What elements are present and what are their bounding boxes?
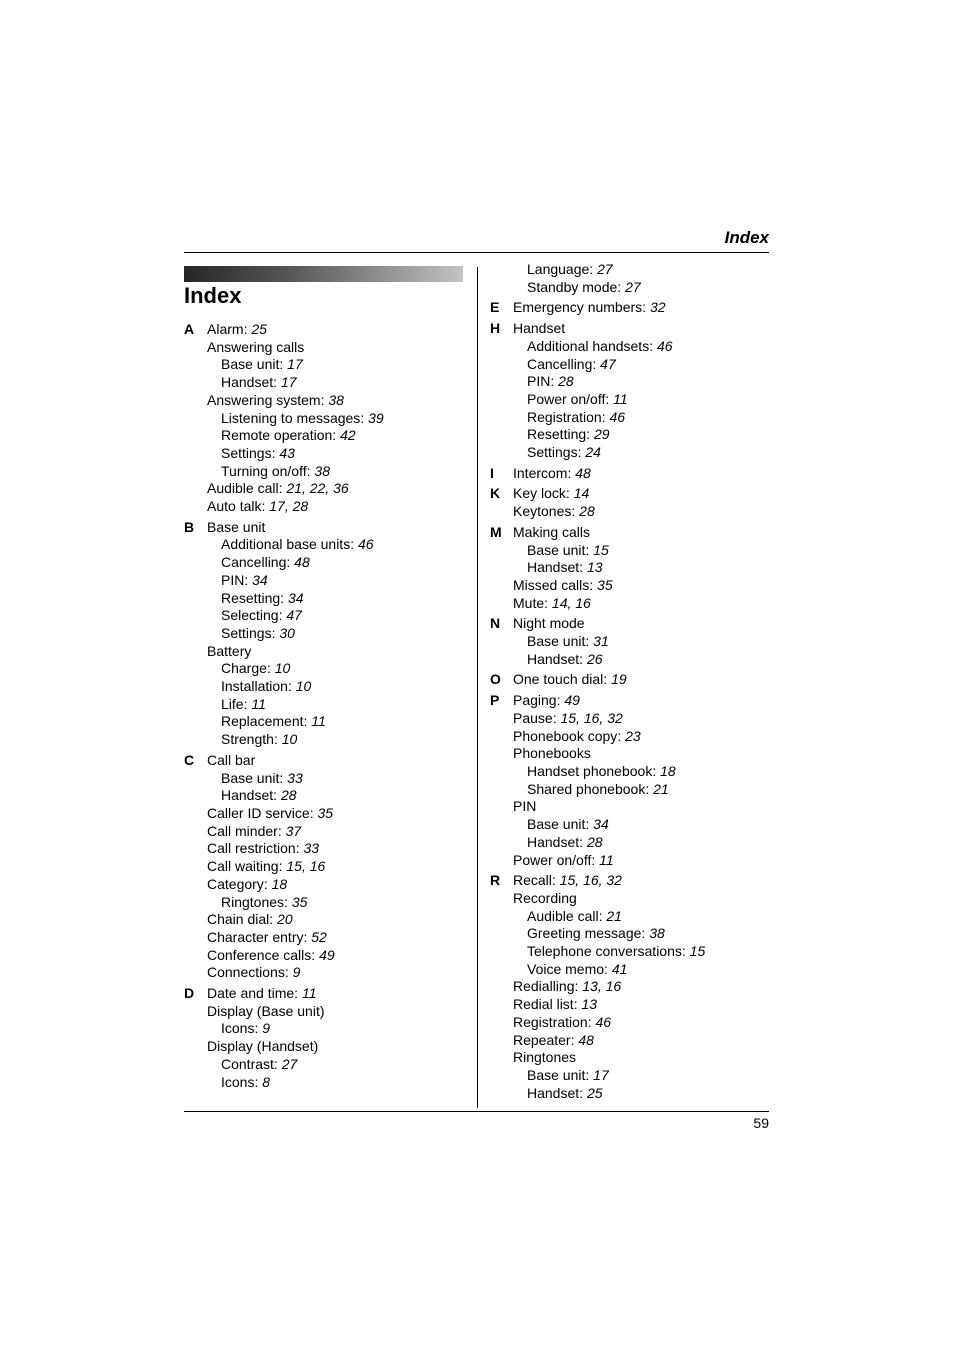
index-subentry: Handset: 26 — [527, 650, 603, 667]
entry-term: Handset — [527, 1084, 580, 1101]
entry-term: Connections — [207, 964, 285, 981]
index-subentry: Additional base units: 46 — [221, 536, 374, 553]
entry-page-refs: 49 — [319, 946, 335, 963]
index-letter-group — [184, 321, 469, 516]
entry-term: Registration — [527, 408, 602, 425]
entry-page-refs: 27 — [281, 1055, 298, 1072]
index-entry: Call restriction: 33 — [207, 840, 320, 857]
entry-term: Emergency numbers — [513, 299, 643, 316]
index-letter: R — [490, 872, 501, 889]
index-letter-group — [490, 465, 775, 483]
index-subentry: PIN: 34 — [221, 571, 268, 588]
index-entry: Alarm: 25 — [207, 321, 267, 337]
entry-page-refs: 39 — [368, 409, 384, 426]
index-subentry: Replacement: 11 — [221, 713, 326, 730]
index-entry: One touch dial: 19 — [513, 671, 627, 688]
entry-page-refs: 52 — [311, 928, 327, 945]
entry-page-refs: 15, 16 — [286, 858, 326, 875]
entry-term: Mute — [513, 594, 545, 611]
entry-term: Handset — [513, 320, 566, 337]
entry-page-refs: 19 — [611, 671, 627, 688]
entry-term: Recall — [513, 872, 552, 889]
entry-term: Pause — [513, 709, 553, 726]
index-column-left — [184, 321, 469, 1094]
index-subentry: Handset: 28 — [221, 787, 297, 804]
index-entry — [184, 643, 469, 661]
index-entry: Missed calls: 35 — [513, 576, 613, 593]
index-subentry: Settings: 24 — [527, 444, 601, 461]
entry-term: Display (Base unit) — [207, 1002, 325, 1019]
entry-page-refs: 10 — [274, 660, 291, 677]
entry-page-refs: 43 — [279, 444, 295, 461]
entry-page-refs: 35 — [291, 893, 308, 910]
entry-page-refs: 34 — [252, 571, 268, 588]
entry-term: Cancelling — [527, 355, 593, 372]
entry-term: Registration — [513, 1013, 588, 1030]
entry-term: Character entry — [207, 928, 304, 945]
entry-term: Display (Handset) — [207, 1038, 319, 1055]
entry-term: Keytones — [513, 503, 572, 520]
entry-term: Cancelling — [221, 554, 287, 571]
entry-page-refs: 38 — [649, 925, 665, 942]
index-subentry: Resetting: 29 — [527, 426, 610, 443]
index-entry: Power on/off: 11 — [513, 851, 614, 868]
entry-term: Replacement — [221, 713, 304, 730]
index-subentry: Remote operation: 42 — [221, 427, 356, 444]
entry-term: Recording — [513, 889, 577, 906]
index-entry: Repeater: 48 — [513, 1031, 594, 1048]
entry-page-refs: 13, 16 — [582, 978, 622, 995]
entry-term: Handset — [221, 374, 274, 391]
page-heading: Index — [184, 283, 242, 308]
index-entry — [490, 745, 775, 763]
entry-page-refs: 38 — [314, 462, 330, 479]
entry-page-refs: 17 — [280, 374, 297, 391]
entry-term: Shared phonebook — [527, 780, 646, 797]
index-entry: Key lock: 14 — [513, 485, 590, 502]
entry-page-refs: 47 — [286, 607, 302, 624]
index-subentry: Base unit: 15 — [527, 541, 609, 558]
entry-page-refs: 38 — [328, 391, 344, 408]
entry-term: Selecting — [221, 607, 279, 624]
entry-page-refs: 8 — [262, 1073, 271, 1090]
index-letter: B — [184, 518, 195, 535]
entry-term: Call restriction — [207, 840, 296, 857]
entry-term: Category — [207, 875, 264, 892]
entry-term: Base unit — [527, 541, 586, 558]
index-entry — [490, 1049, 775, 1067]
index-entry — [490, 798, 775, 816]
entry-term: Icons — [221, 1020, 255, 1037]
entry-page-refs: 13 — [586, 559, 603, 576]
index-letter-group — [490, 485, 775, 520]
index-entry: Registration: 46 — [513, 1013, 612, 1030]
index-entry: Mute: 14, 16 — [513, 594, 591, 611]
entry-page-refs: 41 — [611, 960, 628, 977]
index-entry — [184, 519, 469, 537]
index-entry: Recall: 15, 16, 32 — [513, 872, 622, 889]
index-entry: Call minder: 37 — [207, 822, 302, 839]
entry-page-refs: 18 — [660, 762, 676, 779]
index-letter-group — [490, 692, 775, 869]
index-subentry: Base unit: 17 — [527, 1066, 609, 1083]
entry-term: Remote operation — [221, 427, 333, 444]
entry-page-refs: 47 — [600, 355, 616, 372]
entry-term: Base unit — [221, 356, 280, 373]
entry-page-refs: 10 — [295, 678, 312, 695]
running-header-title: Index — [724, 228, 769, 247]
index-subentry: Registration: 46 — [527, 408, 626, 425]
index-entry — [184, 752, 469, 770]
index-entry — [490, 524, 775, 542]
entry-term: One touch dial — [513, 671, 604, 688]
entry-term: Base unit — [527, 633, 586, 650]
entry-term: Handset — [527, 833, 580, 850]
index-subentry: Handset phonebook: 18 — [527, 762, 676, 779]
entry-term: Additional base units — [221, 536, 351, 553]
entry-page-refs: 34 — [287, 589, 304, 606]
index-entry: Date and time: 11 — [207, 985, 317, 1002]
index-entry: Caller ID service: 35 — [207, 804, 334, 821]
entry-term: Missed calls — [513, 576, 590, 593]
entry-page-refs: 15, 16, 32 — [560, 709, 623, 726]
header-rule — [184, 252, 769, 253]
entry-page-refs: 9 — [262, 1020, 271, 1037]
index-subentry: Settings: 30 — [221, 624, 295, 641]
entry-term: Redialling — [513, 978, 575, 995]
index-letter-group — [490, 299, 775, 317]
index-subentry: Contrast: 27 — [221, 1055, 298, 1072]
entry-term: Power on/off — [527, 390, 606, 407]
index-entry: Phonebook copy: 23 — [513, 727, 641, 744]
entry-term: Power on/off — [513, 851, 592, 868]
entry-page-refs: 28 — [579, 503, 595, 520]
index-letter-group — [490, 320, 775, 462]
index-letter-group — [490, 524, 775, 613]
index-entry: Paging: 49 — [513, 692, 580, 709]
index-letter-group — [184, 985, 469, 1091]
index-subentry: Cancelling: 48 — [221, 554, 310, 571]
entry-page-refs: 11 — [599, 851, 614, 868]
index-entry: Redialling: 13, 16 — [513, 978, 622, 995]
entry-page-refs: 48 — [575, 464, 591, 481]
entry-term: Auto talk — [207, 498, 262, 515]
entry-page-refs: 11 — [301, 985, 317, 1002]
entry-term: Settings — [527, 444, 578, 461]
entry-term: Installation — [221, 678, 288, 695]
index-entry — [184, 339, 469, 357]
index-entry: Audible call: 21, 22, 36 — [207, 480, 349, 497]
entry-page-refs: 18 — [271, 875, 288, 892]
index-letter-group — [490, 615, 775, 668]
index-column-right — [490, 261, 775, 1105]
entry-term: Settings — [221, 444, 272, 461]
index-subentry: PIN: 28 — [527, 373, 574, 390]
index-letter-group — [184, 752, 469, 982]
entry-term: Greeting message — [527, 925, 642, 942]
entry-term: Strength — [221, 731, 274, 748]
entry-page-refs: 24 — [585, 444, 601, 461]
index-letter: O — [490, 671, 501, 688]
entry-term: Turning on/off — [221, 462, 307, 479]
index-entry: Redial list: 13 — [513, 996, 598, 1013]
entry-term: PIN — [221, 571, 245, 588]
entry-term: Handset — [527, 650, 580, 667]
index-letter: K — [490, 485, 501, 502]
entry-term: Ringtones — [221, 893, 285, 910]
index-subentry: Voice memo: 41 — [527, 960, 628, 977]
index-entry: Conference calls: 49 — [207, 946, 335, 963]
page-number: 59 — [753, 1115, 769, 1131]
entry-page-refs: 21 — [606, 907, 622, 924]
index-subentry: Installation: 10 — [221, 678, 312, 695]
entry-page-refs: 11 — [613, 390, 628, 407]
entry-term: Call minder — [207, 822, 278, 839]
index-letter: E — [490, 299, 500, 316]
entry-page-refs: 17 — [287, 356, 303, 373]
entry-page-refs: 46 — [595, 1013, 612, 1030]
footer-rule — [184, 1111, 769, 1112]
entry-term: Voice memo — [527, 960, 605, 977]
index-subentry: Icons: 9 — [221, 1020, 271, 1037]
entry-term: Date and time — [207, 985, 295, 1002]
index-subentry: Base unit: 33 — [221, 769, 303, 786]
entry-page-refs: 25 — [586, 1084, 603, 1101]
entry-page-refs: 15, 16, 32 — [559, 872, 622, 889]
index-subentry: Standby mode: 27 — [527, 278, 641, 295]
index-entry: Answering system: 38 — [207, 391, 344, 408]
heading-gradient-bar — [184, 266, 463, 282]
index-subentry: Greeting message: 38 — [527, 925, 665, 942]
entry-term: Alarm — [207, 321, 244, 337]
entry-term: Repeater — [513, 1031, 571, 1048]
index-entry: Emergency numbers: 32 — [513, 299, 666, 316]
entry-term: Call waiting — [207, 858, 279, 875]
index-entry — [490, 890, 775, 908]
entry-term: Handset — [527, 559, 580, 576]
index-subentry: Handset: 13 — [527, 559, 603, 576]
entry-page-refs: 28 — [586, 833, 603, 850]
entry-term: Paging — [513, 692, 557, 709]
entry-term: Standby mode — [527, 278, 618, 295]
entry-page-refs: 30 — [279, 624, 295, 641]
index-letter-group — [490, 872, 775, 1102]
entry-term: Contrast — [221, 1055, 274, 1072]
entry-page-refs: 9 — [292, 964, 301, 981]
index-subentry: Charge: 10 — [221, 660, 291, 677]
entry-page-refs: 28 — [558, 373, 574, 390]
index-subentry: Strength: 10 — [221, 731, 298, 748]
index-subentry: Cancelling: 47 — [527, 355, 616, 372]
entry-term: Answering system — [207, 391, 321, 408]
entry-term: Telephone conversations — [527, 943, 682, 960]
entry-page-refs: 15 — [593, 541, 609, 558]
index-letter: D — [184, 985, 195, 1002]
entry-term: Conference calls — [207, 946, 312, 963]
entry-page-refs: 10 — [281, 731, 298, 748]
index-subentry: Selecting: 47 — [221, 607, 302, 624]
index-subentry: Icons: 8 — [221, 1073, 271, 1090]
entry-term: Settings — [221, 624, 272, 641]
entry-term: Base unit — [527, 1066, 586, 1083]
index-letter: M — [490, 523, 502, 540]
entry-term: Icons — [221, 1073, 255, 1090]
index-subentry: Listening to messages: 39 — [221, 409, 384, 426]
entry-term: Night mode — [513, 615, 585, 632]
index-subentry: Resetting: 34 — [221, 589, 304, 606]
entry-term: Base unit — [207, 518, 266, 535]
entry-page-refs: 35 — [597, 576, 613, 593]
entry-page-refs: 46 — [609, 408, 626, 425]
entry-page-refs: 11 — [251, 695, 266, 712]
index-letter: N — [490, 615, 501, 632]
entry-term: Charge — [221, 660, 267, 677]
index-entry: Call waiting: 15, 16 — [207, 858, 326, 875]
index-entry: Character entry: 52 — [207, 928, 327, 945]
index-entry — [490, 320, 775, 338]
entry-term: Intercom — [513, 464, 568, 481]
entry-page-refs: 23 — [625, 727, 641, 744]
index-subentry: Handset: 17 — [221, 374, 297, 391]
index-letter-group — [184, 519, 469, 749]
entry-term: Base unit — [221, 769, 280, 786]
entry-page-refs: 13 — [581, 996, 598, 1013]
column-divider — [477, 267, 478, 1108]
entry-page-refs: 17, 28 — [269, 498, 309, 515]
entry-page-refs: 32 — [649, 299, 666, 316]
index-entry: Keytones: 28 — [513, 503, 595, 520]
index-subentry: Base unit: 34 — [527, 816, 609, 833]
entry-term: Redial list — [513, 996, 574, 1013]
index-subentry: Ringtones: 35 — [221, 893, 308, 910]
entry-page-refs: 31 — [593, 633, 609, 650]
index-subentry: Handset: 25 — [527, 1084, 603, 1101]
index-entry: Auto talk: 17, 28 — [207, 498, 309, 515]
entry-term: Language — [527, 261, 590, 277]
entry-page-refs: 15 — [689, 943, 706, 960]
index-entry: Chain dial: 20 — [207, 911, 293, 928]
entry-term: Making calls — [513, 523, 591, 540]
index-letter: I — [490, 464, 494, 481]
entry-page-refs: 33 — [303, 840, 320, 857]
entry-page-refs: 29 — [593, 426, 610, 443]
entry-term: Handset phonebook — [527, 762, 653, 779]
index-subentry: Base unit: 31 — [527, 633, 609, 650]
entry-term: Answering calls — [207, 338, 305, 355]
entry-page-refs: 49 — [564, 692, 580, 709]
index-letter-group — [490, 671, 775, 689]
index-entry: Connections: 9 — [207, 964, 301, 981]
entry-term: Battery — [207, 642, 252, 659]
entry-page-refs: 27 — [597, 261, 613, 277]
entry-term: Base unit — [527, 816, 586, 833]
entry-page-refs: 37 — [285, 822, 302, 839]
entry-term: PIN — [513, 798, 537, 815]
index-letter: P — [490, 692, 500, 709]
entry-page-refs: 33 — [287, 769, 303, 786]
entry-term: Key lock — [513, 485, 566, 502]
entry-term: Handset — [221, 787, 274, 804]
index-subentry: Turning on/off: 38 — [221, 462, 330, 479]
index-subentry: Base unit: 17 — [221, 356, 303, 373]
index-letter-group — [490, 261, 775, 296]
entry-page-refs: 48 — [294, 554, 310, 571]
entry-term: Chain dial — [207, 911, 270, 928]
entry-term: Resetting — [221, 589, 281, 606]
entry-page-refs: 25 — [251, 321, 267, 337]
entry-page-refs: 11 — [311, 713, 326, 730]
entry-page-refs: 14 — [573, 485, 590, 502]
entry-page-refs: 14, 16 — [551, 594, 591, 611]
index-subentry: Settings: 43 — [221, 444, 295, 461]
index-subentry: Handset: 28 — [527, 833, 603, 850]
entry-term: Life — [221, 695, 244, 712]
entry-term: Caller ID service — [207, 804, 310, 821]
entry-page-refs: 48 — [578, 1031, 594, 1048]
entry-term: Audible call — [527, 907, 599, 924]
entry-term: Ringtones — [513, 1049, 577, 1066]
index-entry: Pause: 15, 16, 32 — [513, 709, 623, 726]
entry-page-refs: 46 — [357, 536, 374, 553]
entry-page-refs: 27 — [625, 278, 641, 295]
index-subentry: Life: 11 — [221, 695, 266, 712]
entry-page-refs: 21, 22, 36 — [286, 480, 349, 497]
index-entry — [184, 1003, 469, 1021]
entry-term: Additional handsets — [527, 337, 650, 354]
index-subentry: Power on/off: 11 — [527, 390, 628, 407]
index-subentry: Shared phonebook: 21 — [527, 780, 669, 797]
entry-term: Listening to messages — [221, 409, 361, 426]
entry-page-refs: 34 — [593, 816, 609, 833]
entry-page-refs: 20 — [277, 911, 293, 928]
index-entry: Intercom: 48 — [513, 464, 591, 481]
entry-page-refs: 26 — [586, 650, 603, 667]
index-letter: C — [184, 751, 195, 768]
entry-term: Call bar — [207, 751, 256, 768]
entry-page-refs: 28 — [280, 787, 297, 804]
index-entry — [184, 1038, 469, 1056]
entry-page-refs: 35 — [317, 804, 334, 821]
index-subentry: Additional handsets: 46 — [527, 337, 673, 354]
entry-page-refs: 21 — [653, 780, 669, 797]
index-letter: A — [184, 321, 195, 337]
index-entry — [490, 615, 775, 633]
index-subentry: Language: 27 — [527, 261, 613, 277]
entry-term: Phonebook copy — [513, 727, 618, 744]
entry-page-refs: 42 — [340, 427, 356, 444]
index-entry: Category: 18 — [207, 875, 288, 892]
entry-term: Resetting — [527, 426, 587, 443]
index-letter: H — [490, 320, 501, 337]
entry-term: PIN — [527, 373, 551, 390]
entry-page-refs: 17 — [593, 1066, 609, 1083]
index-subentry: Telephone conversations: 15 — [527, 943, 706, 960]
index-subentry: Audible call: 21 — [527, 907, 622, 924]
entry-page-refs: 46 — [656, 337, 673, 354]
entry-term: Phonebooks — [513, 745, 591, 762]
entry-term: Audible call — [207, 480, 279, 497]
